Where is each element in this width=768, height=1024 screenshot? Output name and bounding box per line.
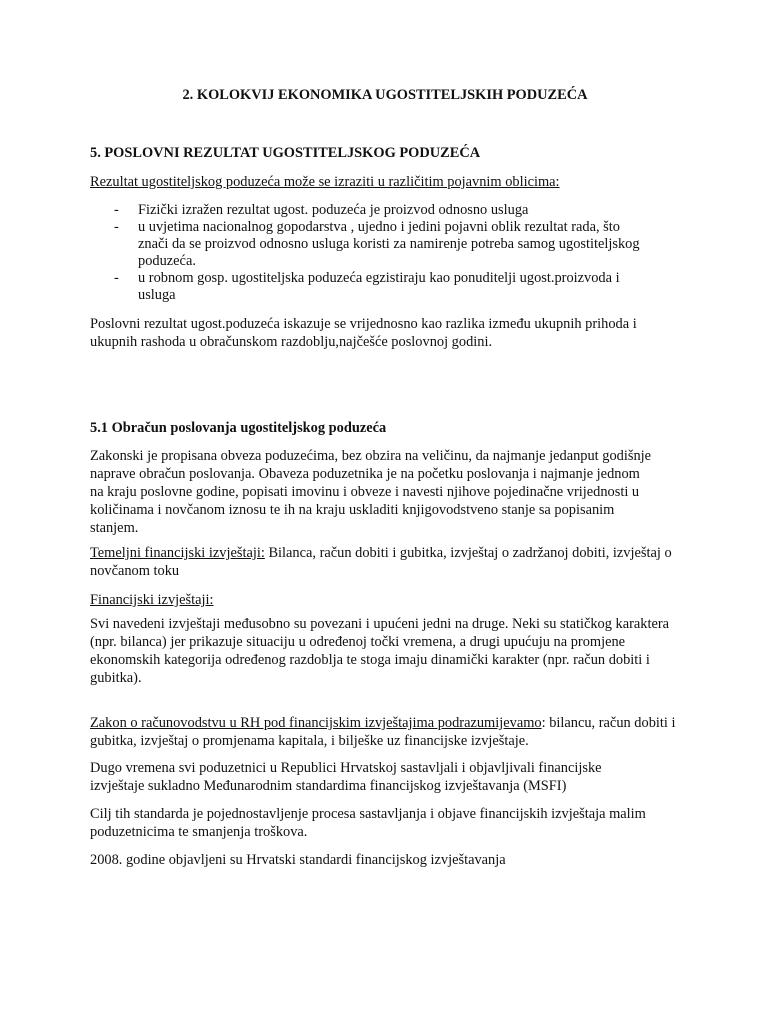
section-5-1-paragraph-5: 2008. godine objavljeni su Hrvatski standardi financijskog izvještavanja: [90, 852, 506, 868]
section-5-1-heading: 5.1 Obračun poslovanja ugostiteljskog poduzeća: [90, 420, 387, 436]
temeljni-text: Bilanca, račun dobiti i gubitka, izvještaj o zadržanoj dobiti, izvještaj o novčanom toku: [90, 545, 672, 579]
list-item: [90, 270, 650, 304]
zakon-label: Zakon o računovodstvu u RH pod financijskim izvještajima podrazumijevamo: [90, 715, 542, 731]
zakon-paragraph: [90, 714, 690, 750]
section-5-1-paragraph-2: Svi navedeni izvještaji međusobno su povezani i upućeni jedni na druge. Neki su statičkog karaktera (npr. bilanca) jer prikazuje situaciju u određenoj točki vremena, a drugi upućuju na promjene ekonomskih kategorija određenog razdoblja te stoga imaju dinamički karakter (npr. račun dobiti i gubitka).: [90, 616, 670, 686]
section-5-bullet-list: [90, 202, 650, 304]
bullet-text: Fizički izražen rezultat ugost. poduzeća je proizvod odnosno usluga: [138, 202, 529, 218]
bullet-text: u robnom gosp. ugostiteljska poduzeća egzistiraju kao ponuditelji ugost.proizvoda i usluga: [138, 270, 620, 303]
section-5-1-paragraph-1: Zakonski je propisana obveza poduzećima, bez obzira na veličinu, da najmanje jedanput godišnje naprave obračun poslovanja. Obaveza poduzetnika je na početku poslovanja i najmanje jednom na kraju poslovne godine, popisati imovinu i obveze i navesti njihove pojedinačne vrijednosti u količinama i novčanom iznosu te ih na kraju uskladiti knjigovodstveno stanje sa popisanim stanjem.: [90, 448, 652, 536]
section-5-summary: Poslovni rezultat ugost.poduzeća iskazuje se vrijednosno kao razlika između ukupnih prihoda i ukupnih rashoda u obračunskom razdoblju,najčešće poslovnoj godini.: [90, 316, 637, 350]
financijski-label: Financijski izvještaji:: [90, 592, 214, 608]
temeljni-paragraph: [90, 544, 685, 580]
bullet-text: u uvjetima nacionalnog gopodarstva , ujedno i jedini pojavni oblik rezultat rada, što znači da se proizvod odnosno usluga koristi za namirenje potreba samog ugostiteljskog poduzeća.: [138, 219, 640, 269]
section-5-intro: Rezultat ugostiteljskog poduzeća može se izraziti u različitim pojavnim oblicima:: [90, 174, 560, 190]
section-5-1-paragraph-3: Dugo vremena svi poduzetnici u Republici Hrvatskoj sastavljali i objavljivali financijske izvještaje sukladno Međunarodnim standardima financijskog izvještavanja (MSFI): [90, 760, 602, 794]
zakon-text: : bilancu, račun dobiti i gubitka, izvještaj o promjenama kapitala, i bilješke uz financijske izvještaje.: [90, 715, 676, 749]
bullet-dash: -: [114, 219, 119, 235]
list-item: [90, 202, 650, 219]
bullet-dash: -: [114, 202, 119, 218]
temeljni-label: Temeljni financijski izvještaji:: [90, 545, 265, 561]
section-5-1-paragraph-4: Cilj tih standarda je pojednostavljenje procesa sastavljanja i objave financijskih izvještaja malim poduzetnicima te smanjenja troškova.: [90, 806, 646, 840]
bullet-dash: -: [114, 270, 119, 286]
section-5-heading: 5. POSLOVNI REZULTAT UGOSTITELJSKOG PODUZEĆA: [90, 145, 481, 161]
document-title: 2. KOLOKVIJ EKONOMIKA UGOSTITELJSKIH PODUZEĆA: [182, 87, 588, 103]
list-item: [90, 219, 650, 270]
